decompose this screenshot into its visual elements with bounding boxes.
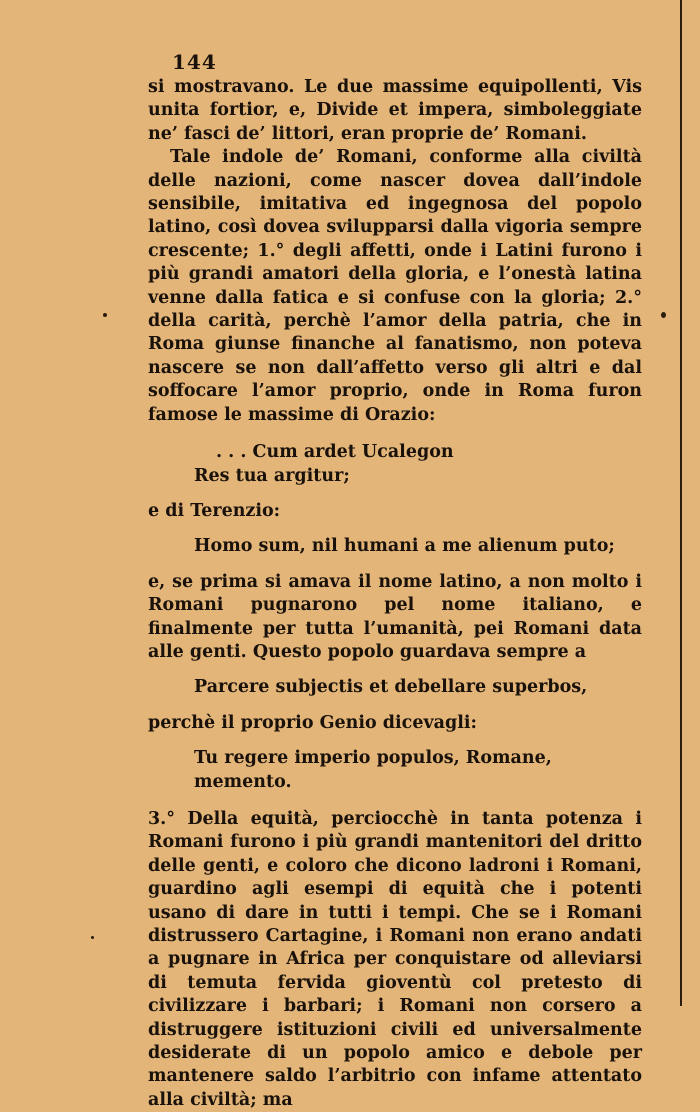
ink-speck bbox=[103, 313, 107, 317]
quote-terence: Homo sum, nil humani a me alienum puto; bbox=[194, 536, 615, 557]
quote-parcere: Parcere subjectis et debellare superbos, bbox=[194, 677, 588, 698]
ink-speck bbox=[91, 936, 94, 939]
paragraph-equita: 3.° Della equità, perciocchè in tanta potenza i Romani furono i più grandi mantenitori del dritto delle genti, e coloro che dicono ladroni i Romani, guardino agli esempi di equità che i potenti usano di dare in tutti i tempi. Che se i Romani distrussero Cartagine, i Romani non erano andati a pugnare in Africa per conquistare od alleviarsi di temuta fervida gioventù col pretesto di civilizzare i barbari; i Romani non corsero a distruggere istituzioni civili ed universalmente desiderate di un popolo amico e debole per mantenere saldo l’arbitrio con infame attentato alla civiltà; ma bbox=[148, 808, 642, 1110]
paragraph-nome-latino: e, se prima si amava il nome latino, a non molto i Romani pugnarono pel nome italiano, e finalmente per tutta l’umanità, pei Romani data alle genti. Questo popolo guardava sempre a bbox=[148, 571, 642, 662]
quote-regere: Tu regere imperio populos, Romane, memento. bbox=[194, 748, 552, 792]
quote-horace-line-1: . . . Cum ardet Ucalegon bbox=[216, 442, 454, 463]
page-number: 144 bbox=[172, 50, 217, 74]
ink-speck bbox=[661, 312, 666, 318]
paragraph-indole: Tale indole de’ Romani, conforme alla civiltà delle nazioni, come nascer dovea dall’indole sensibile, imitativa ed ingegnosa del popolo latino, così dovea svilupparsi dalla vigoria sempre crescente; 1.° degli affetti, onde i Latini furono i più grandi amatori della gloria, e l’onestà latina venne dalla fatica e si confuse con la gloria; 2.° della carità, perchè l’amor della patria, che in Roma giunse finanche al fanatismo, non poteva nascere se non dall’affetto verso gli altri e dal soffocare l’amor proprio, onde in Roma furon famose le massime di Orazio: bbox=[148, 147, 642, 425]
paragraph-genio: perchè il proprio Genio dicevagli: bbox=[148, 712, 477, 733]
page-body bbox=[148, 76, 642, 1112]
quote-horace-line-2: Res tua argitur; bbox=[194, 465, 350, 486]
paragraph-continuation: si mostravano. Le due massime equipollenti, Vis unita fortior, e, Divide et impera, simboleggiate ne’ fasci de’ littori, eran proprie de’ Romani. bbox=[148, 77, 642, 144]
paragraph-terenzio: e di Terenzio: bbox=[148, 500, 281, 521]
page-edge-rule bbox=[680, 0, 682, 1006]
